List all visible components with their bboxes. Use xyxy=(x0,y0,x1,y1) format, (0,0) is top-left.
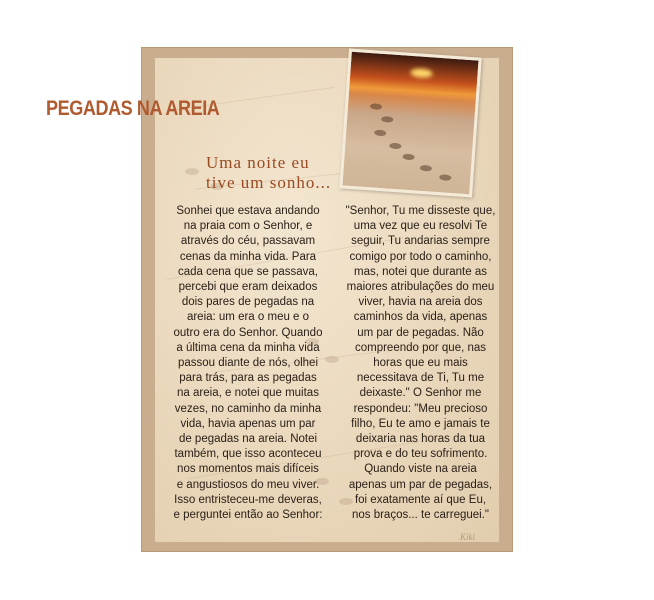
footprint-icon xyxy=(381,116,393,123)
subtitle: Uma noite eu tive um sonho... xyxy=(206,153,332,192)
footprint-icon xyxy=(402,154,414,161)
footprint-icon xyxy=(420,165,432,172)
footprint-icon xyxy=(185,168,199,175)
signature-mark: Kiki xyxy=(460,532,475,542)
sunset-beach-photo xyxy=(339,49,481,198)
footprint-icon xyxy=(370,103,382,110)
body-text-right: "Senhor, Tu me disseste que, uma vez que eu resolvi Te seguir, Tu andarias sempre comigo por todo o caminho, mas, notei que durante as maiores atribulações do meu viver, havia na areia dos caminhos da vida, apenas um par de pegadas. Não compreendo por que, nas horas que eu mais necessitava de Ti, Tu me deixaste." O Senhor me respondeu: "Meu precioso filho, Eu te amo e jamais te deixaria nas horas da tua prova e do teu sofrimento. Quando viste na areia apenas um par de pegadas, foi exatamente aí que Eu, nos braços... te carreguei." xyxy=(345,205,496,522)
body-text-left: Sonhei que estava andando na praia com o Senhor, e através do céu, passavam cenas da minha vida. Para cada cena que se passava, percebi que eram deixados dois pares de pegadas na areia: um era o meu e o outro era do Senhor. Quando a última cena da minha vida passou diante de nós, olhei para trás, para as pegadas na areia, e notei que muitas vezes, no caminho da minha vida, havia apenas um par de pegadas na areia. Notei também, que isso aconteceu nos momentos mais difíceis e angustiosos do meu viver. Isso entristeceu-me deveras, e perguntei então ao Senhor: xyxy=(173,205,323,522)
page-title: PEGADAS NA AREIA xyxy=(46,97,220,120)
sun-icon xyxy=(410,68,433,79)
footprint-icon xyxy=(389,143,401,150)
footprint-icon xyxy=(439,174,451,181)
footprint-icon xyxy=(374,130,386,137)
